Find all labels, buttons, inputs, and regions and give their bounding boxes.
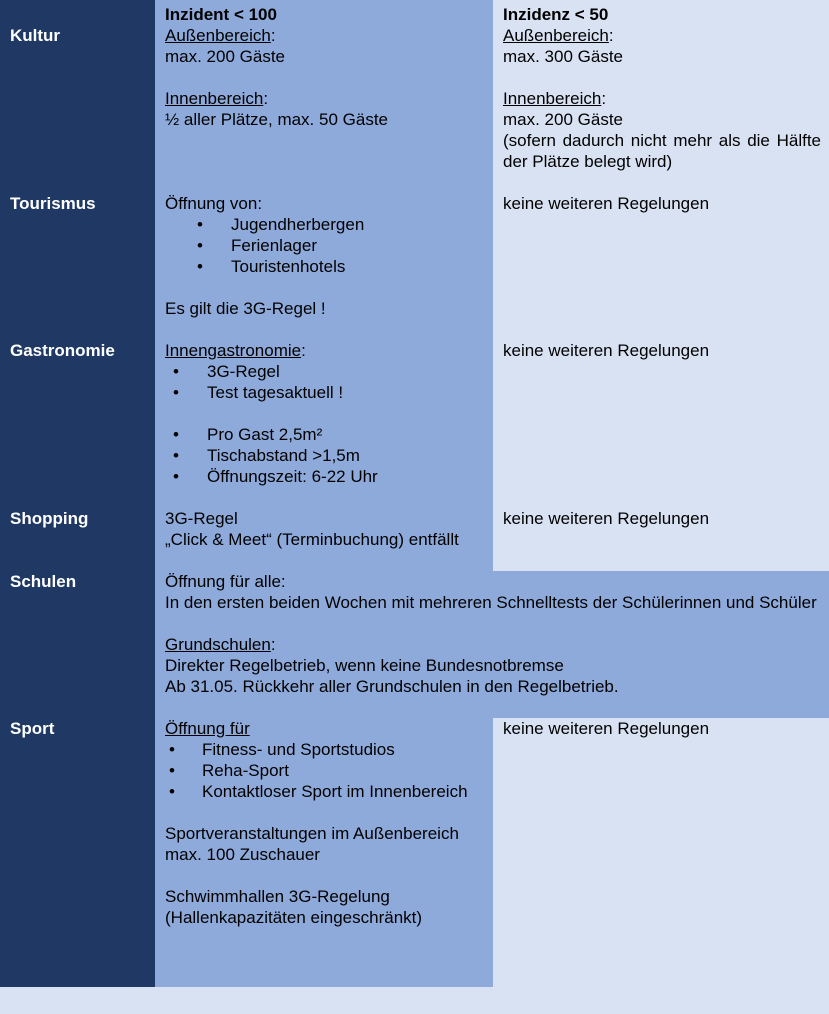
- list-item: • Jugendherbergen: [165, 214, 485, 235]
- kultur-out-text-50: max. 300 Gäste: [503, 47, 624, 66]
- tourismus-rule: Es gilt die 3G-Regel !: [165, 299, 326, 318]
- sport-intro: Öffnung für: [165, 719, 250, 738]
- kultur-in-label-50: Innenbereich: [503, 89, 602, 108]
- category-label-shopping: Shopping: [0, 508, 155, 571]
- list-item: • Fitness- und Sportstudios: [165, 739, 485, 760]
- gastronomie-list-b: [165, 424, 485, 487]
- sport-events-line1: Sportveranstaltungen im Außenbereich: [165, 824, 459, 843]
- category-label-tourismus: Tourismus: [0, 193, 155, 340]
- category-label-gastronomie: Gastronomie: [0, 340, 155, 508]
- sport-cell-100: [155, 718, 493, 987]
- gastronomie-cell-50: keine weiteren Regelungen: [493, 340, 829, 508]
- list-item: • Ferienlager: [165, 235, 485, 256]
- list-item: • Pro Gast 2,5m²: [165, 424, 485, 445]
- list-item: • Reha-Sport: [165, 760, 485, 781]
- category-label-schulen: Schulen: [0, 571, 155, 718]
- list-item: • Kontaktloser Sport im Innenbereich: [165, 781, 485, 802]
- category-label-sport: Sport: [0, 718, 155, 987]
- schulen-text: In den ersten beiden Wochen mit mehreren Schnelltests der Schülerinnen und Schüler: [165, 593, 817, 612]
- kultur-in-label-100: Innenbereich: [165, 89, 264, 108]
- schulen-cell: Öffnung für alle: In den ersten beiden Wochen mit mehreren Schnelltests der Schülerinnen und Schüler Grundschulen: Direkter Regelbetrieb, wenn keine Bundesnotbremse Ab 31.05. Rückkehr aller Grundschulen in den Regelbetrieb.: [155, 571, 829, 718]
- tourismus-intro: Öffnung von:: [165, 194, 263, 213]
- header-row: [0, 0, 829, 25]
- tourismus-cell-100: [155, 193, 493, 340]
- kultur-cell-100: Außenbereich: max. 200 Gäste Innenbereich: ½ aller Plätze, max. 50 Gäste: [155, 25, 493, 193]
- row-shopping: [0, 508, 829, 571]
- gastronomie-cell-100: Innengastronomie: • 3G-Regel • Test tagesaktuell ! • Pro Gast 2,5m² • Tischabstand >1,5m • Öffnungszeit: 6-22 Uhr: [155, 340, 493, 508]
- row-sport: [0, 718, 829, 987]
- kultur-in-note-50: (sofern dadurch nicht mehr als die Hälfte der Plätze belegt wird): [503, 131, 821, 171]
- header-empty-cell: [0, 0, 155, 25]
- kultur-in-text-50: max. 200 Gäste: [503, 110, 624, 129]
- list-item: • Tischabstand >1,5m: [165, 445, 485, 466]
- list-item: • Touristenhotels: [165, 256, 485, 277]
- kultur-out-label-100: Außenbereich: [165, 26, 271, 45]
- list-item: • Öffnungszeit: 6-22 Uhr: [165, 466, 485, 487]
- row-gastronomie: [0, 340, 829, 508]
- gastronomie-list-a: [165, 361, 485, 403]
- list-item: • 3G-Regel: [165, 361, 485, 382]
- kultur-out-text-100: max. 200 Gäste: [165, 47, 286, 66]
- sport-cell-50: keine weiteren Regelungen: [493, 718, 829, 987]
- schulen-gs-line2: Ab 31.05. Rückkehr aller Grundschulen in den Regelbetrieb.: [165, 677, 619, 696]
- sport-events-line2: max. 100 Zuschauer: [165, 845, 320, 864]
- tourismus-list: [165, 214, 485, 277]
- shopping-line1: 3G-Regel: [165, 509, 238, 528]
- row-kultur: [0, 25, 829, 193]
- kultur-cell-50: Außenbereich: max. 300 Gäste Innenbereich: max. 200 Gäste (sofern dadurch nicht mehr als die Hälfte der Plätze belegt wird): [493, 25, 829, 193]
- shopping-cell-100: [155, 508, 493, 571]
- schulen-gs-label: Grundschulen: [165, 635, 271, 654]
- schulen-intro: Öffnung für alle:: [165, 572, 286, 591]
- kultur-in-text-100: ½ aller Plätze, max. 50 Gäste: [165, 110, 388, 129]
- gastronomie-intro: Innengastronomie: [165, 341, 302, 360]
- sport-list: [165, 739, 485, 802]
- shopping-line2: „Click & Meet“ (Terminbuchung) entfällt: [165, 530, 459, 549]
- tourismus-cell-50: keine weiteren Regelungen: [493, 193, 829, 340]
- row-schulen: [0, 571, 829, 718]
- shopping-cell-50: keine weiteren Regelungen: [493, 508, 829, 571]
- header-col-50: Inzidenz < 50: [493, 0, 829, 25]
- list-item: • Test tagesaktuell !: [165, 382, 485, 403]
- row-tourismus: [0, 193, 829, 340]
- schulen-gs-line1: Direkter Regelbetrieb, wenn keine Bundesnotbremse: [165, 656, 564, 675]
- kultur-out-label-50: Außenbereich: [503, 26, 609, 45]
- category-label-kultur: Kultur: [0, 25, 155, 193]
- header-col-100: Inzident < 100: [155, 0, 493, 25]
- sport-pool-line1: Schwimmhallen 3G-Regelung: [165, 887, 390, 906]
- sport-pool-line2: (Hallenkapazitäten eingeschränkt): [165, 908, 423, 927]
